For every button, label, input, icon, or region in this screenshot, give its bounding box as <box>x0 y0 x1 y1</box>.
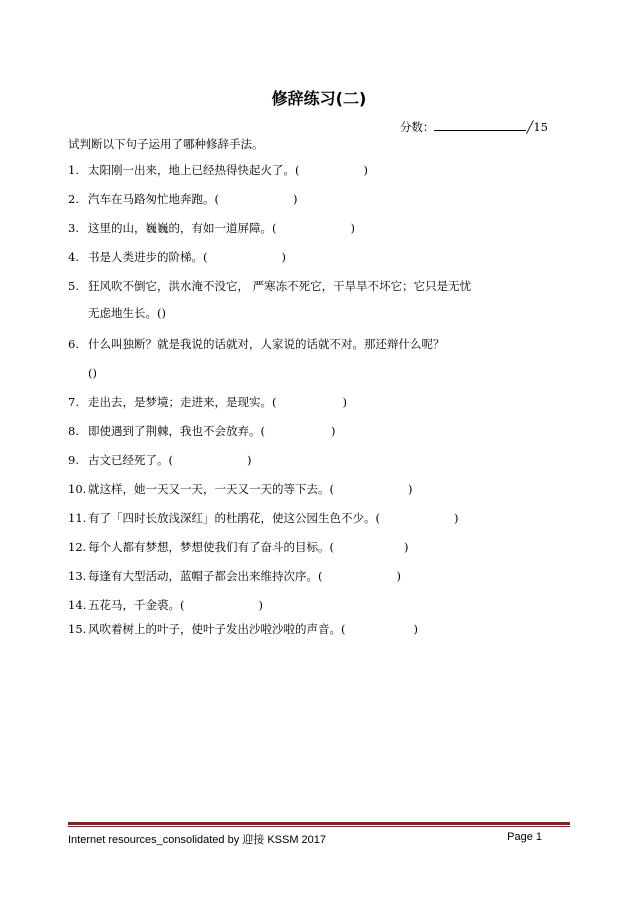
score-blank[interactable] <box>434 119 526 131</box>
question-text: 每个人都有梦想，梦想使我们有了奋斗的目标。 <box>88 540 330 554</box>
question-text: 太阳刚一出来，地上已经热得快起火了。 <box>88 163 295 177</box>
question-text: 有了「四时长放浅深红」的杜鹃花，使这公园生色不少。 <box>88 511 376 525</box>
answer-paren[interactable]: ( ) <box>272 221 355 235</box>
answer-paren[interactable]: () <box>88 366 97 380</box>
answer-paren[interactable]: ( ) <box>318 569 401 583</box>
question-6: 6. 什么叫独断？就是我说的话就对，人家说的话就不对。那还辩什么呢？ <box>68 337 445 351</box>
question-text: 每逢有大型活动，蓝帽子都会出来维持次序。 <box>88 569 318 583</box>
answer-paren[interactable]: ( ) <box>168 453 252 467</box>
question-text: 书是人类进步的阶梯。 <box>88 250 203 264</box>
question-text: 什么叫独断？就是我说的话就对，人家说的话就不对。那还辩什么呢？ <box>88 337 445 351</box>
question-5: 5. 狂风吹不倒它，洪水淹不没它， 严寒冻不死它，干旱旱不坏它；它只是无忧 <box>68 279 472 293</box>
footer-credit: Internet resources_consolidated by 迎接 KSSM 2017 <box>68 834 327 846</box>
answer-paren[interactable]: ( ) <box>341 622 418 636</box>
question-4: 4. 书是人类进步的阶梯。( ) <box>68 250 286 264</box>
question-text: 这里的山，巍巍的，有如一道屏障。 <box>88 221 272 235</box>
score-label: 分数： <box>399 120 435 134</box>
instruction: 试判断以下句子运用了哪种修辞手法。 <box>68 137 264 151</box>
question-text: 走出去，是梦境；走进来，是现实。 <box>88 395 272 409</box>
score-line <box>400 119 548 135</box>
answer-paren[interactable]: ( ) <box>260 424 336 438</box>
answer-paren[interactable]: ( ) <box>203 250 286 264</box>
answer-paren[interactable]: ( ) <box>375 511 459 525</box>
answer-paren[interactable]: ( ) <box>272 395 347 409</box>
question-11: 11. 有了「四时长放浅深红」的杜鹃花，使这公园生色不少。( ) <box>68 511 459 525</box>
question-9: 9. 古文已经死了。( ) <box>68 453 252 467</box>
question-8: 8. 即使遇到了荆棘，我也不会放弃。( ) <box>68 424 336 438</box>
answer-paren[interactable]: ( ) <box>214 192 298 206</box>
question-10: 10. 就这样，她一天又一天，一天又一天的等下去。( ) <box>68 482 413 496</box>
question-12: 12. 每个人都有梦想，梦想使我们有了奋斗的目标。( ) <box>68 540 409 554</box>
page-title: 修辞练习(二) <box>271 89 367 108</box>
question-text: 五花马，千金裘。 <box>88 598 180 612</box>
footer-divider <box>68 822 570 825</box>
answer-paren[interactable]: ( ) <box>295 163 368 177</box>
score-total: ╱15 <box>526 120 548 134</box>
question-text: 狂风吹不倒它，洪水淹不没它， 严寒冻不死它，干旱旱不坏它；它只是无忧 <box>88 279 472 293</box>
question-text: 无虑地生长。 <box>88 306 157 320</box>
question-text: 就这样，她一天又一天，一天又一天的等下去。 <box>88 482 330 496</box>
page-number: Page 1 <box>507 831 542 843</box>
question-14: 14. 五花马，千金裘。( ) <box>68 598 263 612</box>
answer-paren[interactable]: () <box>157 306 166 320</box>
question-2: 2. 汽车在马路匆忙地奔跑。( ) <box>68 192 298 206</box>
question-13: 13. 每逢有大型活动，蓝帽子都会出来维持次序。( ) <box>68 569 401 583</box>
question-7: 7. 走出去，是梦境；走进来，是现实。( ) <box>68 395 347 409</box>
question-1: 1. 太阳刚一出来，地上已经热得快起火了。( ) <box>68 163 368 177</box>
footer-divider-thin <box>68 826 570 827</box>
question-3: 3. 这里的山，巍巍的，有如一道屏障。( ) <box>68 221 355 235</box>
answer-paren[interactable]: ( ) <box>329 540 409 554</box>
answer-paren[interactable]: ( ) <box>180 598 263 612</box>
question-text: 风吹着树上的叶子，使叶子发出沙啦沙啦的声音。 <box>88 622 341 636</box>
question-text: 古文已经死了。 <box>88 453 169 467</box>
question-text: 即使遇到了荆棘，我也不会放弃。 <box>88 424 261 438</box>
answer-paren[interactable]: ( ) <box>329 482 413 496</box>
question-5-continued <box>88 305 166 321</box>
question-text: 汽车在马路匆忙地奔跑。 <box>88 192 215 206</box>
question-15: 15. 风吹着树上的叶子，使叶子发出沙啦沙啦的声音。( ) <box>68 622 418 636</box>
